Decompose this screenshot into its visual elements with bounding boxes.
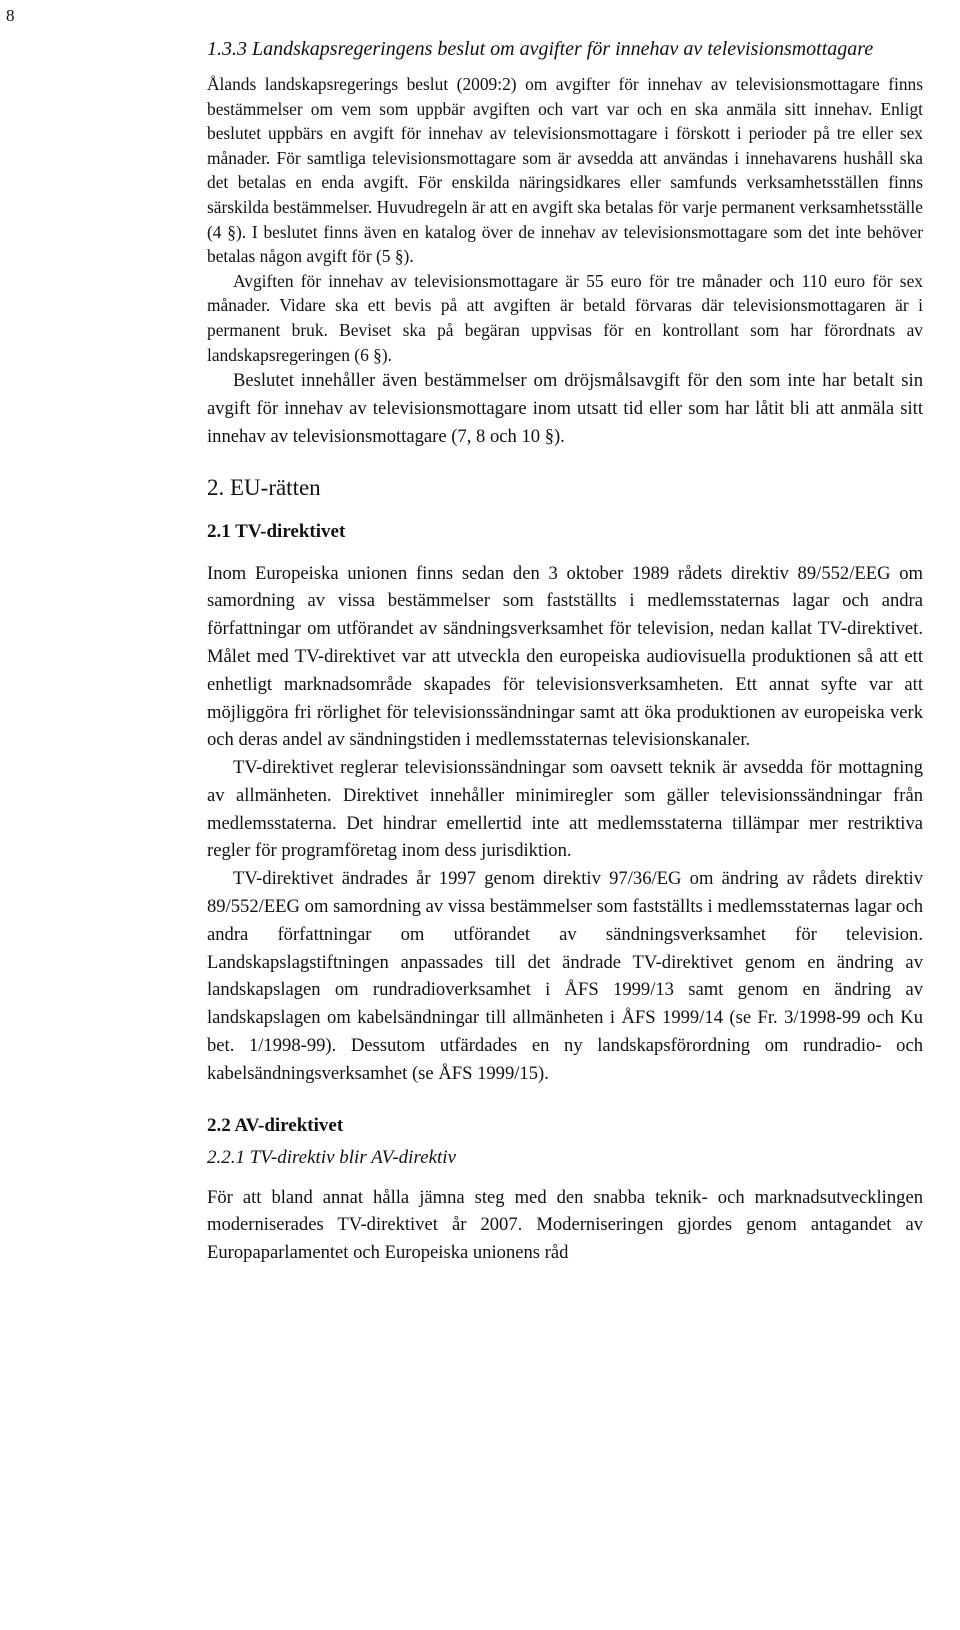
document-body — [207, 36, 923, 1267]
paragraph-2-2-1-a: För att bland annat hålla jämna steg med den snabba teknik- och marknadsutvecklingen moderniserades TV-direktivet år 2007. Moderniseringen gjordes genom antagandet av Europaparlamentet och Europeiska unionens råd — [207, 1186, 923, 1264]
heading-2-1: 2.1 TV-direktivet — [207, 520, 346, 542]
page-number: 8 — [6, 6, 15, 25]
paragraph-1-3-3-b: Avgiften för innehav av televisionsmottagare är 55 euro för tre månader och 110 euro för sex månader. Vidare ska ett bevis på att avgiften är betald förvaras där televisionsmottagaren är i permanent bruk. Beviset ska på begäran uppvisas för en kontrollant som har förordnats av landskapsregeringen (6 §). — [207, 270, 923, 365]
heading-2-2: 2.2 AV-direktivet — [207, 1114, 344, 1136]
heading-2-2-1: 2.2.1 TV-direktiv blir AV-direktiv — [207, 1146, 457, 1168]
paragraph-2-1-c: TV-direktivet ändrades år 1997 genom direktiv 97/36/EG om ändring av rådets direktiv 89/552/EEG om samordning av vissa bestämmelser som fastställts i medlemsstaternas lagar och andra författningar om utförandet av sändningsverksamhet för television. Landskapslagstiftningen anpassades till det ändrade TV-direktivet genom en ändring av landskapslagen om rundradioverksamhet i ÅFS 1999/13 samt genom en ändring av landskapslagen om kabelsändningar till allmänheten i ÅFS 1999/14 (se Fr. 3/1998-99 och Ku bet. 1/1998-99). Dessutom utfärdades en ny landskapsförordning om rundradio- och kabelsändningsverksamhet (se ÅFS 1999/15). — [207, 868, 923, 1084]
paragraph-2-1-b: TV-direktivet reglerar televisionssändningar som oavsett teknik är avsedda för mottagning av allmänheten. Direktivet innehåller minimiregler som gäller televisionssändningar från medlemsstaterna. Det hindrar emellertid inte att medlemsstaterna tillämpar mer restriktiva regler för programföretag inom dess jurisdiktion. — [207, 757, 923, 862]
paragraph-1-3-3-a: Ålands landskapsregerings beslut (2009:2) om avgifter för innehav av televisionsmottagare finns bestämmelser om vem som uppbär avgiften och vart var och en ska anmäla sitt innehav. Enligt beslutet uppbärs en avgift för innehav av televisionsmottagare i förskott i perioder på tre eller sex månader. För samtliga televisionsmottagare som är avsedda att användas i innehavarens hushåll ska det betalas en enda avgift. För enskilda näringsidkares eller samfunds verksamhetsställen finns särskilda bestämmelser. Huvudregeln är att en avgift ska betalas för varje permanent verksamhetsställe (4 §). I beslutet finns även en katalog över de innehav av televisionsmottagare som det inte behöver betalas någon avgift för (5 §). — [207, 74, 923, 267]
paragraph-2-1-a: Inom Europeiska unionen finns sedan den 3 oktober 1989 rådets direktiv 89/552/EEG om samordning av vissa bestämmelser som fastställts i medlemsstaternas lagar och andra författningar om utförandet av sändningsverksamhet för television, nedan kallat TV-direktivet. Målet med TV-direktivet var att utveckla den europeiska audiovisuella produktionen så att ett enhetligt marknadsområde skapades för televisionsverksamheten. Ett annat syfte var att möjliggöra fri rörlighet för televisionssändningar samt att öka produktionen av europeiska verk och deras andel av sändningstiden i medlemsstaternas televisionskanaler. — [207, 562, 923, 751]
paragraph-1-3-3-c: Beslutet innehåller även bestämmelser om dröjsmålsavgift för den som inte har betalt sin avgift för innehav av televisionsmottagare inom utsatt tid eller som har låtit bli att anmäla sitt innehav av televisionsmottagare (7, 8 och 10 §). — [207, 370, 923, 447]
heading-2: 2. EU-rätten — [207, 474, 321, 500]
heading-1-3-3: 1.3.3 Landskapsregeringens beslut om avgifter för innehav av televisionsmottagare — [207, 38, 874, 60]
